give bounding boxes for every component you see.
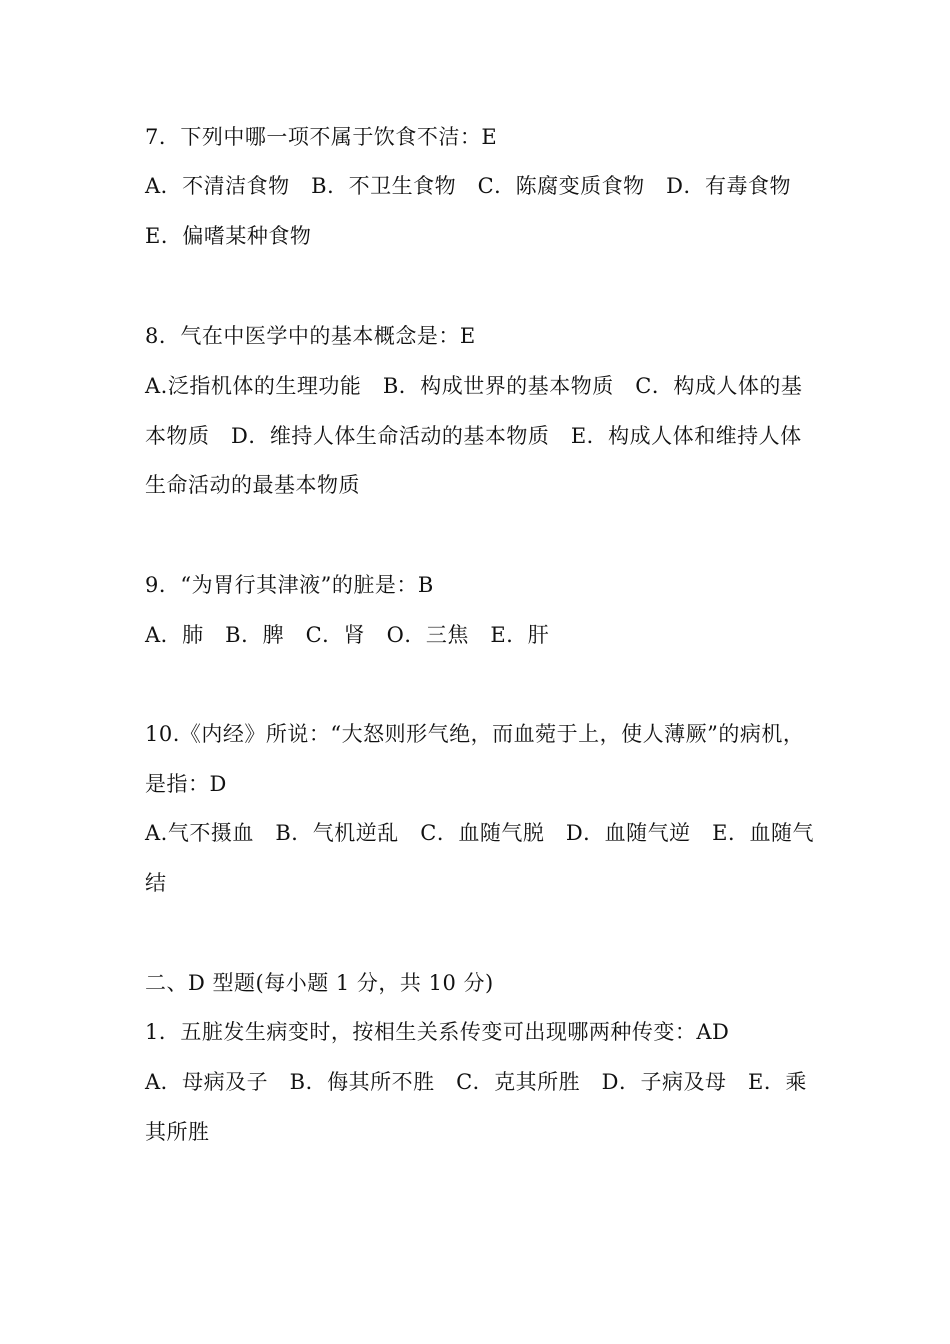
- question-8-options: A.泛指机体的生理功能 B．构成世界的基本物质 C．构成人体的基: [145, 374, 803, 398]
- question-8-stem: 8．气在中医学中的基本概念是：E: [145, 324, 476, 348]
- question-10-stem-cont: 是指：D: [145, 772, 227, 796]
- section-2-heading: 二、D 型题(每小题 1 分，共 10 分): [145, 971, 494, 995]
- question-7-options-cont: E．偏嗜某种食物: [145, 224, 312, 248]
- section-2-question-1-options: A．母病及子 B．侮其所不胜 C．克其所胜 D．子病及母 E．乘: [145, 1070, 807, 1094]
- question-10-options-cont: 结: [145, 871, 167, 895]
- question-9-stem: 9．“为胃行其津液”的脏是：B: [145, 573, 434, 597]
- section-2-question-1-options-cont: 其所胜: [145, 1120, 210, 1144]
- question-8-options-cont: 本物质 D．维持人体生命活动的基本物质 E．构成人体和维持人体: [145, 424, 802, 448]
- question-9-options: A．肺 B．脾 C．肾 O．三焦 E．肝: [145, 623, 550, 647]
- question-7-options: A．不清洁食物 B．不卫生食物 C．陈腐变质食物 D．有毒食物: [145, 174, 791, 198]
- question-8-options-cont-2: 生命活动的最基本物质: [145, 473, 360, 497]
- question-10-stem: 10.《内经》所说：“大怒则形气绝，而血菀于上，使人薄厥”的病机，: [145, 722, 805, 746]
- question-7-stem: 7．下列中哪一项不属于饮食不洁：E: [145, 125, 498, 149]
- section-2-question-1-stem: 1．五脏发生病变时，按相生关系传变可出现哪两种传变：AD: [145, 1020, 730, 1044]
- question-10-options: A.气不摄血 B．气机逆乱 C．血随气脱 D．血随气逆 E．血随气: [145, 821, 815, 845]
